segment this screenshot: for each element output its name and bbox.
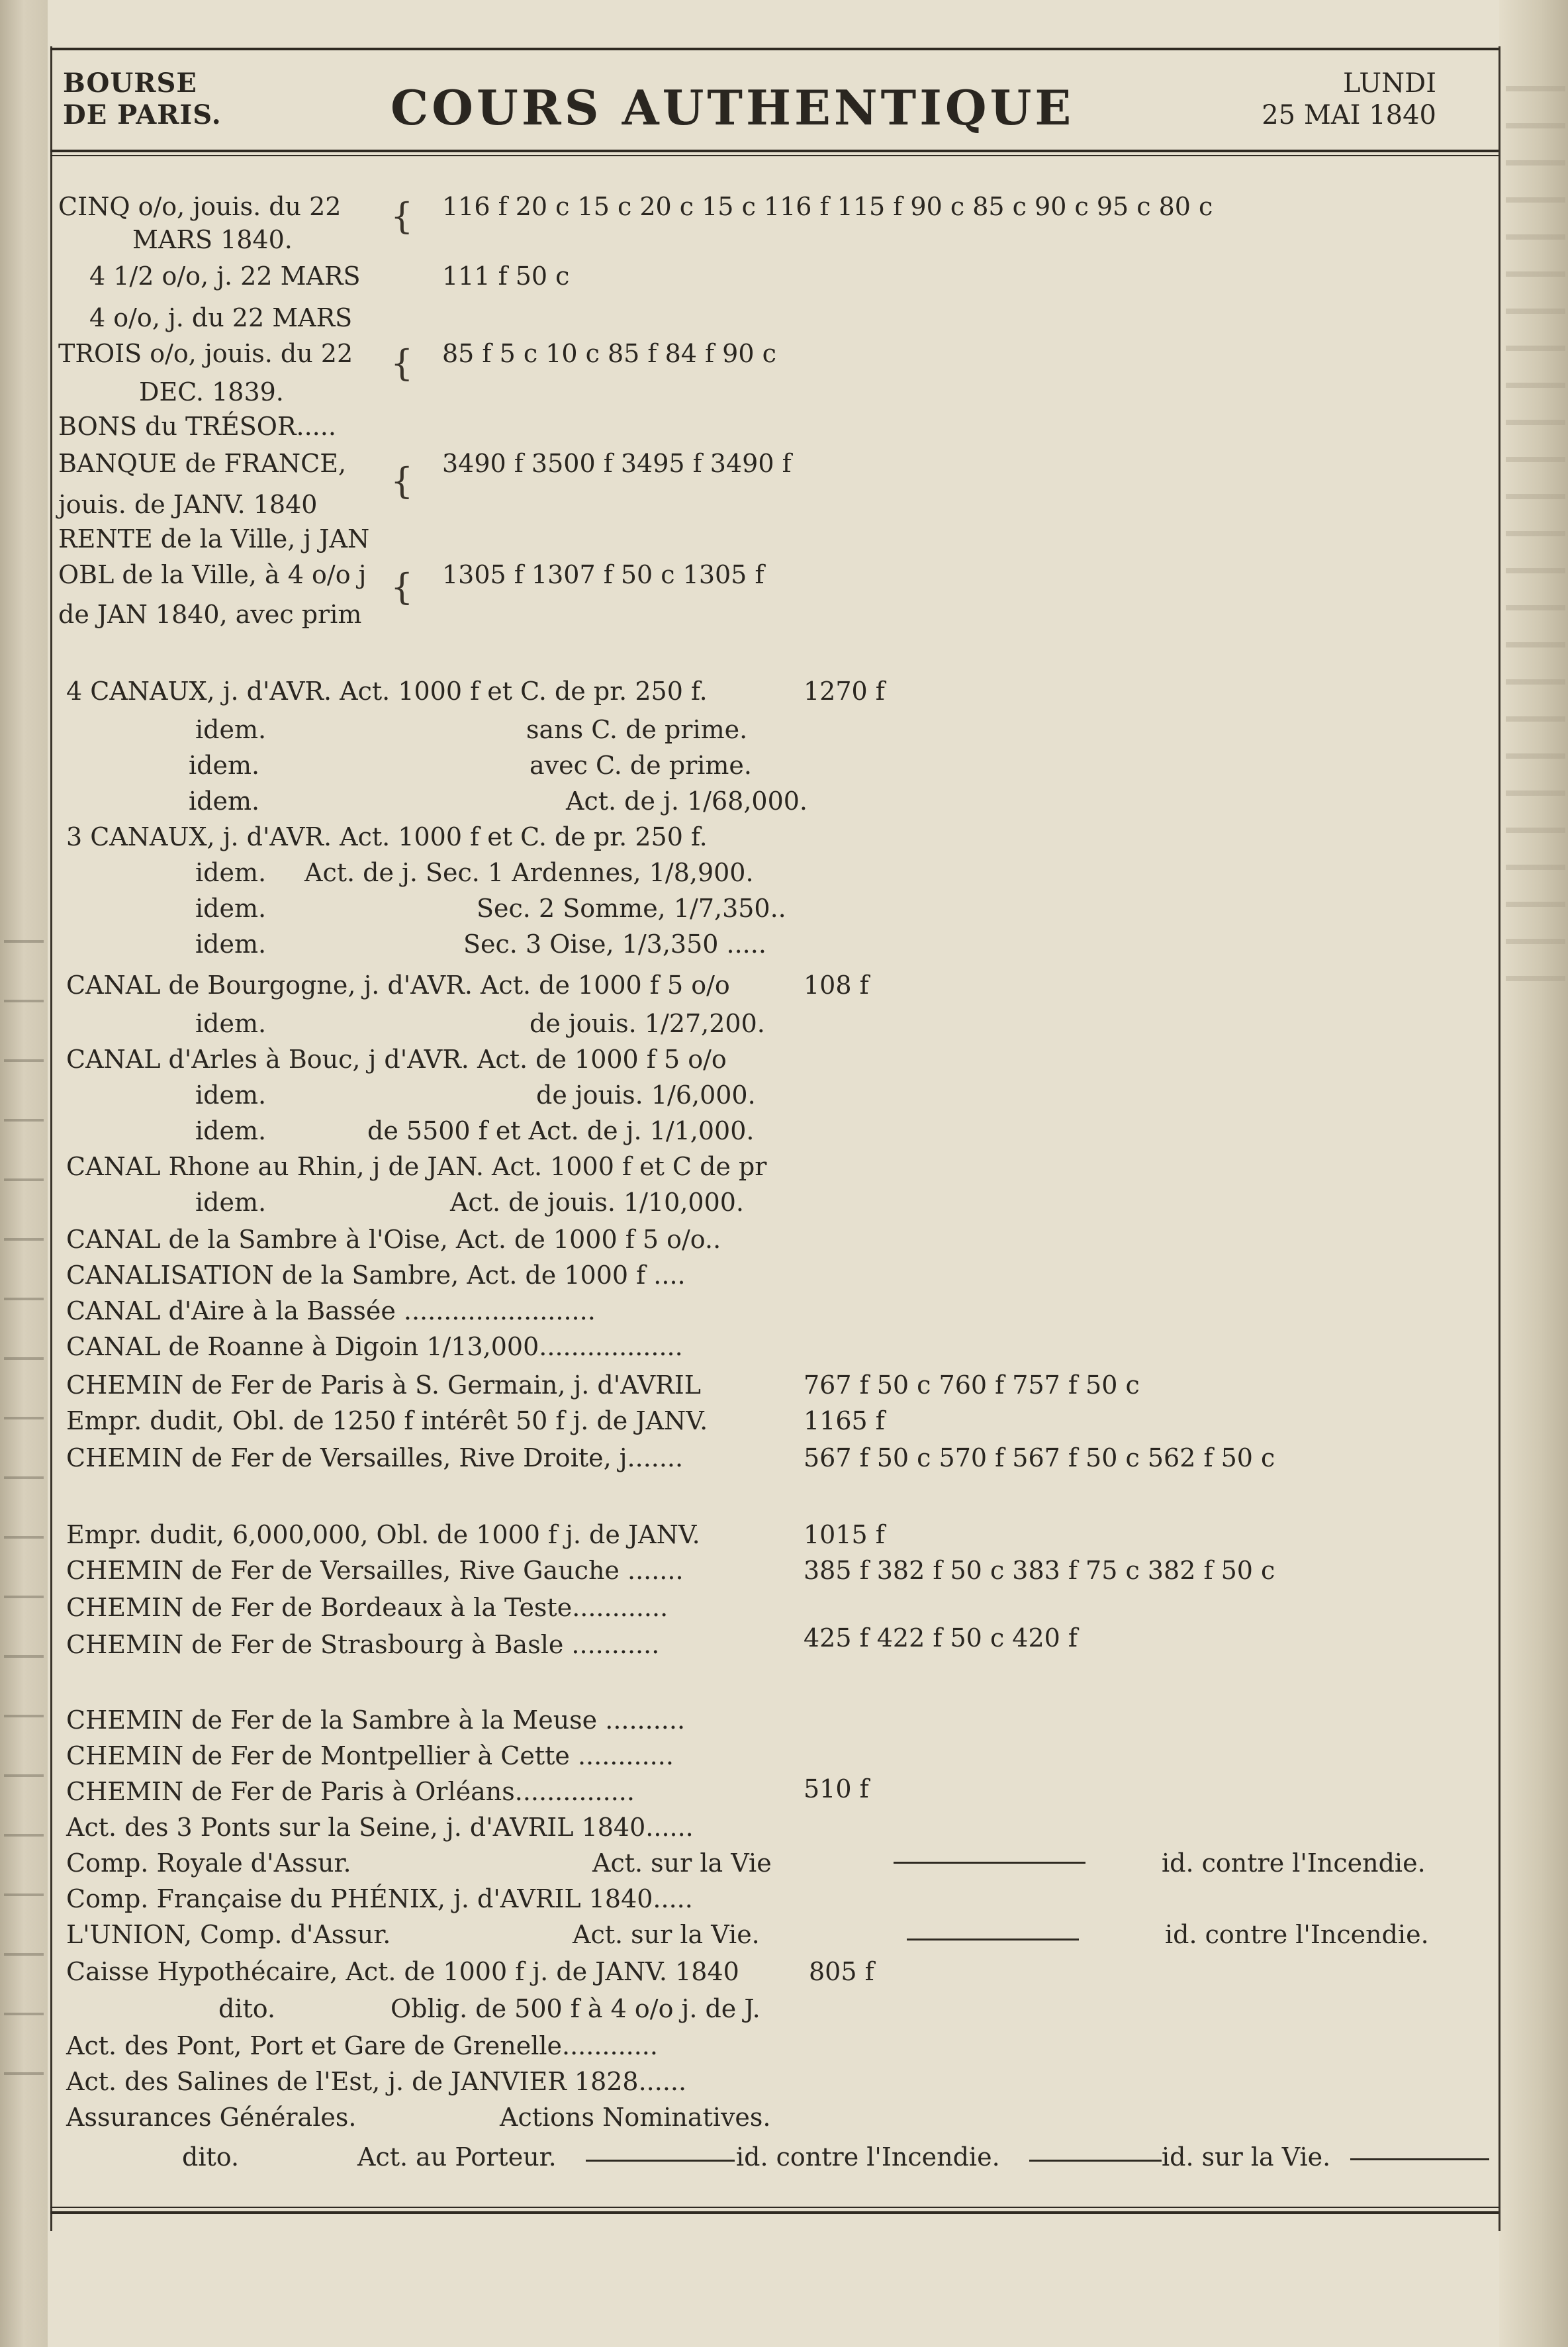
row-tail: id. contre l'Incendie. [1165, 1920, 1429, 1949]
bleed-through-text [1506, 66, 1565, 993]
row-label: idem. [189, 751, 260, 780]
row-label: 3 CANAUX, j. d'AVR. Act. 1000 f et C. de pr. 250 f. [66, 822, 708, 851]
blank-line [586, 2160, 735, 2162]
header-left-line2: DE PARIS. [63, 99, 222, 130]
row-label: BANQUE de FRANCE, [58, 449, 347, 478]
page-title: COURS AUTHENTIQUE [391, 79, 1075, 136]
brace-mark: { [391, 566, 414, 608]
row-label: RENTE de la Ville, j JAN [58, 524, 370, 553]
row-quote: 116 f 20 c 15 c 20 c 15 c 116 f 115 f 90 c 85 c 90 c 95 c 80 c [442, 192, 1213, 221]
row-label: TROIS o/o, jouis. du 22 [58, 339, 353, 368]
exchange-name [63, 68, 222, 131]
row-label: idem. [195, 1188, 267, 1217]
row-label: idem. [189, 787, 260, 816]
row-detail: Act. de j. 1/68,000. [566, 787, 808, 816]
row-label: 4 CANAUX, j. d'AVR. Act. 1000 f et C. de pr. 250 f. [66, 677, 708, 706]
bottom-rule-thin [50, 2207, 1499, 2208]
row-detail: Act. sur la Vie. [573, 1920, 760, 1949]
row-detail: de 5500 f et Act. de j. 1/1,000. [367, 1116, 755, 1145]
row-quote: 3490 f 3500 f 3495 f 3490 f [442, 449, 792, 478]
row-label: Comp. Française du PHÉNIX, j. d'AVRIL 1840..... [66, 1884, 693, 1913]
row-label: de JAN 1840, avec prim [58, 600, 362, 629]
row-quote: 1165 f [804, 1406, 885, 1435]
row-label: idem. [195, 858, 267, 887]
row-label: CHEMIN de Fer de Strasbourg à Basle ........... [66, 1630, 660, 1659]
row-label: CHEMIN de Fer de Paris à S. Germain, j. d'AVRIL [66, 1370, 702, 1400]
row-tail: id. contre l'Incendie. [1162, 1848, 1426, 1878]
row-detail: sans C. de prime. [526, 715, 748, 744]
brace-mark: { [391, 342, 414, 384]
blank-line [894, 1862, 1085, 1864]
row-quote: 805 f [809, 1957, 874, 1986]
row-label: CHEMIN de Fer de Montpellier à Cette ............ [66, 1741, 674, 1770]
header-date-block [1244, 68, 1436, 131]
row-label: CANAL d'Arles à Bouc, j d'AVR. Act. de 1000 f 5 o/o [66, 1045, 727, 1074]
row-label: OBL de la Ville, à 4 o/o j [58, 560, 367, 589]
row-quote: 108 f [804, 971, 869, 1000]
header-rule-thin [50, 155, 1499, 156]
row-label: MARS 1840. [132, 225, 293, 254]
row-quote: 1270 f [804, 677, 885, 706]
row-label: Assurances Générales. [66, 2103, 357, 2132]
row-label: CINQ o/o, jouis. du 22 [58, 192, 342, 221]
row-label: L'UNION, Comp. d'Assur. [66, 1920, 391, 1949]
row-label: 4 1/2 o/o, j. 22 MARS [89, 262, 361, 291]
row-label: Caisse Hypothécaire, Act. de 1000 f j. de JANV. 1840 [66, 1957, 739, 1986]
row-quote: 510 f [804, 1774, 869, 1803]
row-quote: 567 f 50 c 570 f 567 f 50 c 562 f 50 c [804, 1443, 1275, 1472]
row-label: Empr. dudit, Obl. de 1250 f intérêt 50 f j. de JANV. [66, 1406, 708, 1435]
row-label: CHEMIN de Fer de Versailles, Rive Gauche ....... [66, 1556, 684, 1585]
row-label: Act. des Salines de l'Est, j. de JANVIER 1828...... [66, 2067, 687, 2096]
row-detail: Sec. 3 Oise, 1/3,350 ..... [463, 930, 766, 959]
header-date: 25 MAI 1840 [1262, 100, 1436, 130]
row-quote: 1015 f [804, 1520, 885, 1549]
row-detail: avec C. de prime. [530, 751, 752, 780]
row-label: dito. [182, 2142, 240, 2172]
blank-line [907, 1939, 1079, 1940]
row-label: Act. des 3 Ponts sur la Seine, j. d'AVRIL 1840...... [66, 1813, 694, 1842]
row-quote: 1305 f 1307 f 50 c 1305 f [442, 560, 764, 589]
row-label: idem. [195, 1080, 267, 1110]
row-label: CANAL de Roanne à Digoin 1/13,000.................. [66, 1332, 683, 1361]
row-quote: 85 f 5 c 10 c 85 f 84 f 90 c [442, 339, 776, 368]
row-label: CHEMIN de Fer de Bordeaux à la Teste............ [66, 1593, 669, 1622]
row-label: idem. [195, 1116, 267, 1145]
row-quote: 111 f 50 c [442, 262, 570, 291]
row-detail: Act. au Porteur. [357, 2142, 557, 2172]
header-day: LUNDI [1343, 68, 1436, 99]
row-detail: Oblig. de 500 f à 4 o/o j. de J. [391, 1994, 761, 2023]
row-label: jouis. de JANV. 1840 [58, 490, 318, 519]
row-label: idem. [195, 1009, 267, 1038]
row-label: CANAL de Bourgogne, j. d'AVR. Act. de 1000 f 5 o/o [66, 971, 730, 1000]
row-label: Act. des Pont, Port et Gare de Grenelle............ [66, 2031, 658, 2060]
row-label: BONS du TRÉSOR..... [58, 412, 336, 441]
top-rule [50, 48, 1499, 50]
row-detail: Sec. 2 Somme, 1/7,350.. [477, 894, 786, 923]
row-detail: de jouis. 1/6,000. [536, 1080, 756, 1110]
bottom-rule [50, 2211, 1499, 2214]
row-label: CANAL Rhone au Rhin, j de JAN. Act. 1000 f et C de pr [66, 1152, 767, 1181]
row-label: CANALISATION de la Sambre, Act. de 1000 f .... [66, 1261, 686, 1290]
row-detail: Actions Nominatives. [500, 2103, 771, 2132]
row-tail: id. sur la Vie. [1162, 2142, 1331, 2172]
brace-mark: { [391, 195, 414, 237]
row-label: DEC. 1839. [139, 377, 284, 407]
blank-line [1350, 2158, 1489, 2160]
row-label: CANAL d'Aire à la Bassée ........................ [66, 1296, 596, 1325]
row-detail: Act. de jouis. 1/10,000. [450, 1188, 745, 1217]
row-label: 4 o/o, j. du 22 MARS [89, 303, 353, 332]
row-label: dito. [218, 1994, 276, 2023]
row-tail: id. contre l'Incendie. [736, 2142, 1000, 2172]
row-label: idem. [195, 715, 267, 744]
row-detail: de jouis. 1/27,200. [530, 1009, 765, 1038]
row-quote: 385 f 382 f 50 c 383 f 75 c 382 f 50 c [804, 1556, 1275, 1585]
row-label: CANAL de la Sambre à l'Oise, Act. de 1000 f 5 o/o.. [66, 1225, 721, 1254]
header-left-line1: BOURSE [63, 68, 197, 99]
brace-mark: { [391, 460, 414, 502]
spine-binding-marks [4, 914, 44, 2105]
row-quote: 425 f 422 f 50 c 420 f [804, 1623, 1078, 1652]
row-detail: Act. sur la Vie [592, 1848, 772, 1878]
row-label: CHEMIN de Fer de Versailles, Rive Droite, j....... [66, 1443, 684, 1472]
blank-line [1029, 2160, 1162, 2162]
row-label: CHEMIN de Fer de la Sambre à la Meuse .......... [66, 1705, 686, 1735]
row-label: idem. [195, 894, 267, 923]
row-label: Comp. Royale d'Assur. [66, 1848, 351, 1878]
header-rule [50, 150, 1499, 152]
row-detail: Act. de j. Sec. 1 Ardennes, 1/8,900. [304, 858, 754, 887]
row-label: idem. [195, 930, 267, 959]
row-label: CHEMIN de Fer de Paris à Orléans............... [66, 1777, 635, 1806]
row-label: Empr. dudit, 6,000,000, Obl. de 1000 f j. de JANV. [66, 1520, 700, 1549]
row-quote: 767 f 50 c 760 f 757 f 50 c [804, 1370, 1140, 1400]
